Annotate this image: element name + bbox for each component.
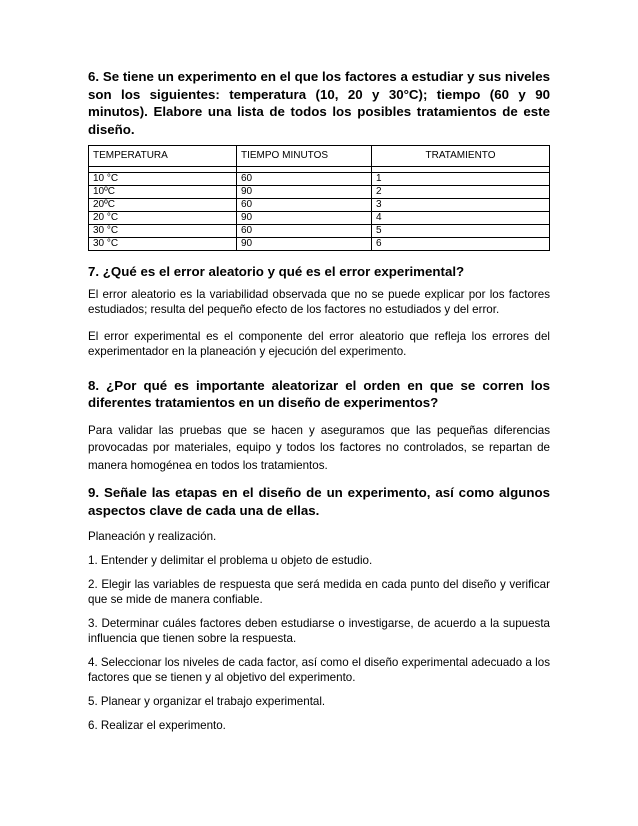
table-row <box>89 225 550 238</box>
cell-time: 90 <box>237 238 372 251</box>
cell-temperature: 20 °C <box>89 212 237 225</box>
table-row <box>89 212 550 225</box>
cell-temperature: 30 °C <box>89 225 237 238</box>
document-page <box>88 68 550 733</box>
question-8-paragraph-1: Para validar las pruebas que se hacen y aseguramos que las pequeñas diferencias provocadas por materiales, equipo y todos los factores no controlados, se repartan de manera homogénea en todos los tratamientos. <box>88 423 550 472</box>
list-item: 3. Determinar cuáles factores deben estudiarse o investigarse, de acuerdo a la supuesta influencia que tienen sobre la respuesta. <box>88 617 550 645</box>
cell-time: 60 <box>237 225 372 238</box>
question-6-heading: 6. Se tiene un experimento en el que los factores a estudiar y sus niveles son los siguientes: temperatura (10, 20 y 30°C); tiempo (60 y 90 minutos). Elabore una lista de todos los posibles tratamientos de este diseño. <box>88 69 550 137</box>
question-9-intro: Planeación y realización. <box>88 530 217 543</box>
header-temperatura: TEMPERATURA <box>89 146 237 167</box>
cell-time: 60 <box>237 173 372 186</box>
list-item: 6. Realizar el experimento. <box>88 719 226 732</box>
question-7-paragraph-2: El error experimental es el componente del error aleatorio que refleja los errores del experimentador en la planeación y ejecución del experimento. <box>88 329 550 358</box>
table-row <box>89 199 550 212</box>
question-7-paragraph-1: El error aleatorio es la variabilidad observada que no se puede explicar por los factores estudiados; resulta del pequeño efecto de los factores no estudiados y del error. <box>88 287 550 316</box>
cell-temperature: 30 °C <box>89 238 237 251</box>
cell-treatment: 2 <box>372 186 550 199</box>
question-7-heading: 7. ¿Qué es el error aleatorio y qué es el error experimental? <box>88 264 465 279</box>
header-tratamiento: TRATAMIENTO <box>372 146 550 167</box>
treatments-table <box>88 145 550 251</box>
table-header-row <box>89 146 550 167</box>
cell-time: 90 <box>237 212 372 225</box>
question-9-heading: 9. Señale las etapas en el diseño de un experimento, así como algunos aspectos clave de cada una de ellas. <box>88 485 550 518</box>
table-row <box>89 173 550 186</box>
question-8-heading: 8. ¿Por qué es importante aleatorizar el orden en que se corren los diferentes tratamientos en un diseño de experimentos? <box>88 377 550 410</box>
header-tiempo: TIEMPO MINUTOS <box>237 146 372 167</box>
cell-temperature: 10 °C <box>89 173 237 186</box>
list-item: 2. Elegir las variables de respuesta que será medida en cada punto del diseño y verificar que se mide de manera confiable. <box>88 578 550 606</box>
list-item: 4. Seleccionar los niveles de cada factor, así como el diseño experimental adecuado a los factores que se tienen y al objetivo del experimento. <box>88 656 550 684</box>
cell-treatment: 5 <box>372 225 550 238</box>
cell-treatment: 1 <box>372 173 550 186</box>
cell-time: 90 <box>237 186 372 199</box>
cell-temperature: 10ºC <box>89 186 237 199</box>
cell-time: 60 <box>237 199 372 212</box>
cell-treatment: 4 <box>372 212 550 225</box>
cell-treatment: 3 <box>372 199 550 212</box>
cell-temperature: 20ºC <box>89 199 237 212</box>
table-row <box>89 186 550 199</box>
list-item: 5. Planear y organizar el trabajo experimental. <box>88 695 326 708</box>
list-item: 1. Entender y delimitar el problema u objeto de estudio. <box>88 554 373 567</box>
cell-treatment: 6 <box>372 238 550 251</box>
table-row <box>89 238 550 251</box>
